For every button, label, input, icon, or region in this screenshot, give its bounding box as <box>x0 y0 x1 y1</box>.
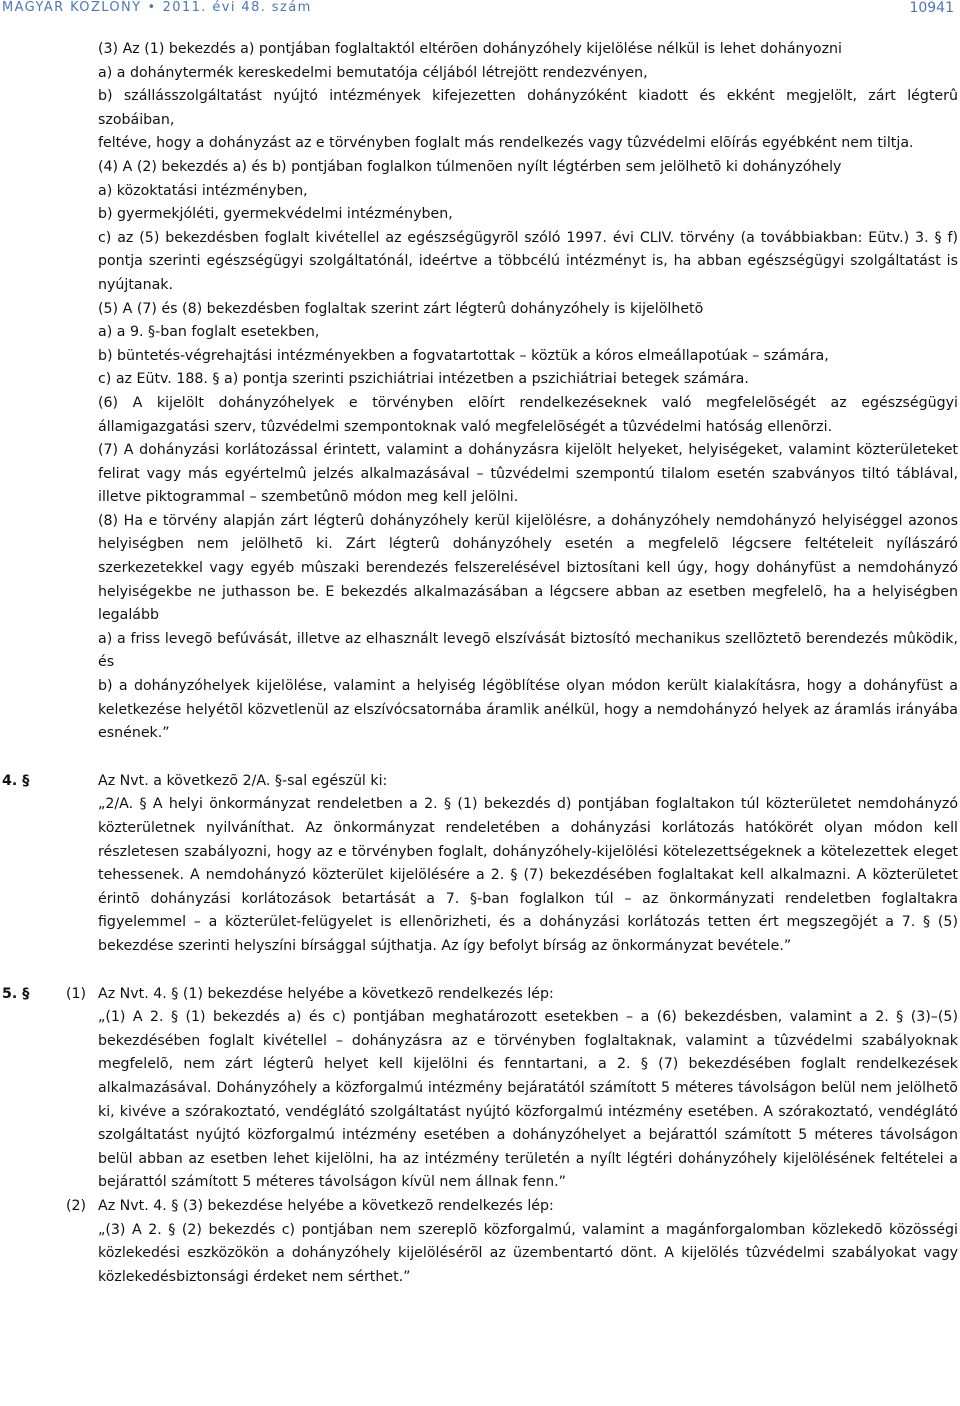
paragraph-5-b: b) büntetés-végrehajtási intézményekben a fogvatartottak – köztük a kóros elmeállapotúak – számára, <box>98 347 829 364</box>
subsection-quote: „(1) A 2. § (1) bekezdés a) és c) pontjában meghatározott esetekben – a (6) bekezdésben, valamint a 2. § (3)–(5) bekezdésében foglalt kivétellel – dohányzásra az e törvényben foglaltaknak, valamint a tûzvédelmi szabályoknak megfelelõ, nem zárt légterû helyet kell kijelölni és fenntartani, a 2. § (7) bekezdésében foglalt rendelkezések alkalmazásával. Dohányzóhely a közforgalmú intézmény bejáratától számított 5 méteres távolságon belül nem jelölhetõ ki, kivéve a szórakoztató, vendéglátó szolgáltatást nyújtó közforgalmú intézmény esetében. A szórakoztató, vendéglátó szolgáltatást nyújtó közforgalmú intézmény esetében a dohányzóhelyet a bejárattól számított 5 méteres távolságon belül abban az esetben lehet kijelölni, ha az intézmény területén a nyílt légtéri dohányzóhely kijelölésének feltételei a bejárattól számított 5 méteres távolságon kívül nem állnak fenn.” <box>98 1009 958 1191</box>
intro-block <box>0 38 958 746</box>
page-header <box>0 0 960 24</box>
paragraph-3-condition: feltéve, hogy a dohányzást az e törvényben foglalt más rendelkezés vagy tûzvédelmi elõírás egyébként nem tiltja. <box>98 135 914 152</box>
paragraph-6: (6) A kijelölt dohányzóhelyek e törvényben elõírt rendelkezéseknek való megfelelõségét az egészségügyi államigazgatási szerv, tûzvédelmi szempontoknak való megfelelõségét a tûzvédelmi hatóság ellenõrzi. <box>98 394 958 435</box>
paragraph-5: (5) A (7) és (8) bekezdésben foglaltak szerint zárt légterû dohányzóhely is kijelölhetõ <box>98 300 704 317</box>
paragraph-4-a: a) közoktatási intézményben, <box>98 182 308 199</box>
subsection-quote: „(3) A 2. § (2) bekezdés c) pontjában nem szereplõ közforgalmú, valamint a magánforgalomban közlekedõ közösségi közlekedési eszközökön a dohányzóhely kijelölésérõl az üzembentartó dönt. A kijelölés tûzvédelmi szabályokat vagy közlekedésbiztonsági érdeket nem sérthet.” <box>98 1221 958 1285</box>
subsection-lead: Az Nvt. 4. § (3) bekezdése helyébe a következõ rendelkezés lép: <box>98 1197 554 1214</box>
paragraph-8-b: b) a dohányzóhelyek kijelölése, valamint a helyiség légöblítése olyan módon került kialakításra, hogy a dohányfüst a keletkezése helyétõl közvetlenül az elszívócsatornába áramlik anélkül, hogy a nemdohányzó helyek az áramlás irányába esnének.” <box>98 678 958 742</box>
subsection-lead: Az Nvt. 4. § (1) bekezdése helyébe a következõ rendelkezés lép: <box>98 985 554 1002</box>
section-lead: Az Nvt. a következõ 2/A. §-sal egészül ki: <box>98 772 388 789</box>
paragraph-8-a: a) a friss levegõ befúvását, illetve az elhasznált levegõ elszívását biztosító mechanikus szellõztetõ berendezés mûködik, és <box>98 630 958 671</box>
issue-label: 2011. évi 48. szám <box>162 0 312 15</box>
paragraph-8: (8) Ha e törvény alapján zárt légterû dohányzóhely kerül kijelölésre, a dohányzóhely nemdohányzó helyiséggel azonos helyiségben nem jelölhetõ ki. Zárt légterû dohányzóhely esetén a megfelelõ légcsere feltételeit nyílászáró szerkezetekkel vagy egyéb mûszaki berendezés felszerelésével biztosítani kell úgy, hogy dohányfüst a nemdohányzó helyiségekbe ne juthasson be. E bekezdés alkalmazásában a légcsere abban az esetben megfelelõ, ha a helyiségben legalább <box>98 512 958 624</box>
section-quote: „2/A. § A helyi önkormányzat rendeletben a 2. § (1) bekezdés d) pontjában foglaltakon túl közterületet nemdohányzó közterületnek nyilváníthat. Az önkormányzat rendeletében a dohányzási korlátozás hatókörét olyan módon kell részletesen szabályozni, hogy az e törvényben foglalt, dohányzóhely-kijelölési kötelezettségeknek a kötelezettek eleget tehessenek. A nemdohányzó közterület kijelölésére a 2. § (7) bekezdésében foglaltakat kell alkalmazni. A közterületet érintõ dohányzási korlátozások betartását a 7. §-ban foglalkon túl – az önkormányzati rendeletben foglaltakra figyelemmel – a közterület-felügyelet is ellenõrizheti, és a dohányzási korlátozás tetten ért megszegõjét a 7. § (5) bekezdése szerinti helyszíni bírsággal sújthatja. Az így befolyt bírság az önkormányzat bevétele.” <box>98 796 958 954</box>
journal-title: MAGYAR KÖZLÖNY <box>2 0 142 15</box>
section-5 <box>0 983 958 1290</box>
subsection-number: (2) <box>66 1197 87 1214</box>
running-header <box>2 0 312 15</box>
paragraph-7: (7) A dohányzási korlátozással érintett, valamint a dohányzásra kijelölt helyeket, helyiségeket, valamint közterületeket felirat vagy más egyértelmû jelzés alkalmazásával – tûzvédelmi szempontú tilalom esetén szabványos tiltó táblával, illetve piktogrammal – szembetûnõ módon meg kell jelölni. <box>98 442 958 506</box>
subsection-1 <box>0 983 958 1195</box>
page-number: 10941 <box>909 0 954 16</box>
section-number: 4. § <box>2 772 30 789</box>
paragraph-4-b: b) gyermekjóléti, gyermekvédelmi intézményben, <box>98 206 453 223</box>
paragraph-3-a: a) a dohánytermék kereskedelmi bemutatója céljából létrejött rendezvényen, <box>98 64 648 81</box>
document-body <box>0 38 958 1289</box>
paragraph-4-c: c) az (5) bekezdésben foglalt kivétellel az egészségügyrõl szóló 1997. évi CLIV. törvény (a továbbiakban: Eütv.) 3. § f) pontja szerinti egészségügyi szolgáltatónál, ideértve a többcélú intézményt is, ha abban egészségügyi szolgáltatást is nyújtanak. <box>98 229 958 293</box>
paragraph-5-c: c) az Eütv. 188. § a) pontja szerinti pszichiátriai intézetben a pszichiátriai betegek számára. <box>98 371 749 388</box>
section-number: 5. § <box>2 985 30 1002</box>
section-4 <box>0 770 958 959</box>
paragraph-3: (3) Az (1) bekezdés a) pontjában foglaltaktól eltérõen dohányzóhely kijelölése nélkül is lehet dohányozni <box>98 41 842 57</box>
paragraph-5-a: a) a 9. §-ban foglalt esetekben, <box>98 324 320 341</box>
subsection-2 <box>0 1195 958 1289</box>
subsection-number: (1) <box>66 985 87 1002</box>
bullet-separator: • <box>147 0 157 15</box>
paragraph-3-b: b) szállásszolgáltatást nyújtó intézmények kifejezetten dohányzóként kiadott és ekként megjelölt, zárt légterû szobáiban, <box>98 88 958 128</box>
paragraph-4: (4) A (2) bekezdés a) és b) pontjában foglalkon túlmenõen nyílt légtérben sem jelölhetõ ki dohányzóhely <box>98 158 842 175</box>
